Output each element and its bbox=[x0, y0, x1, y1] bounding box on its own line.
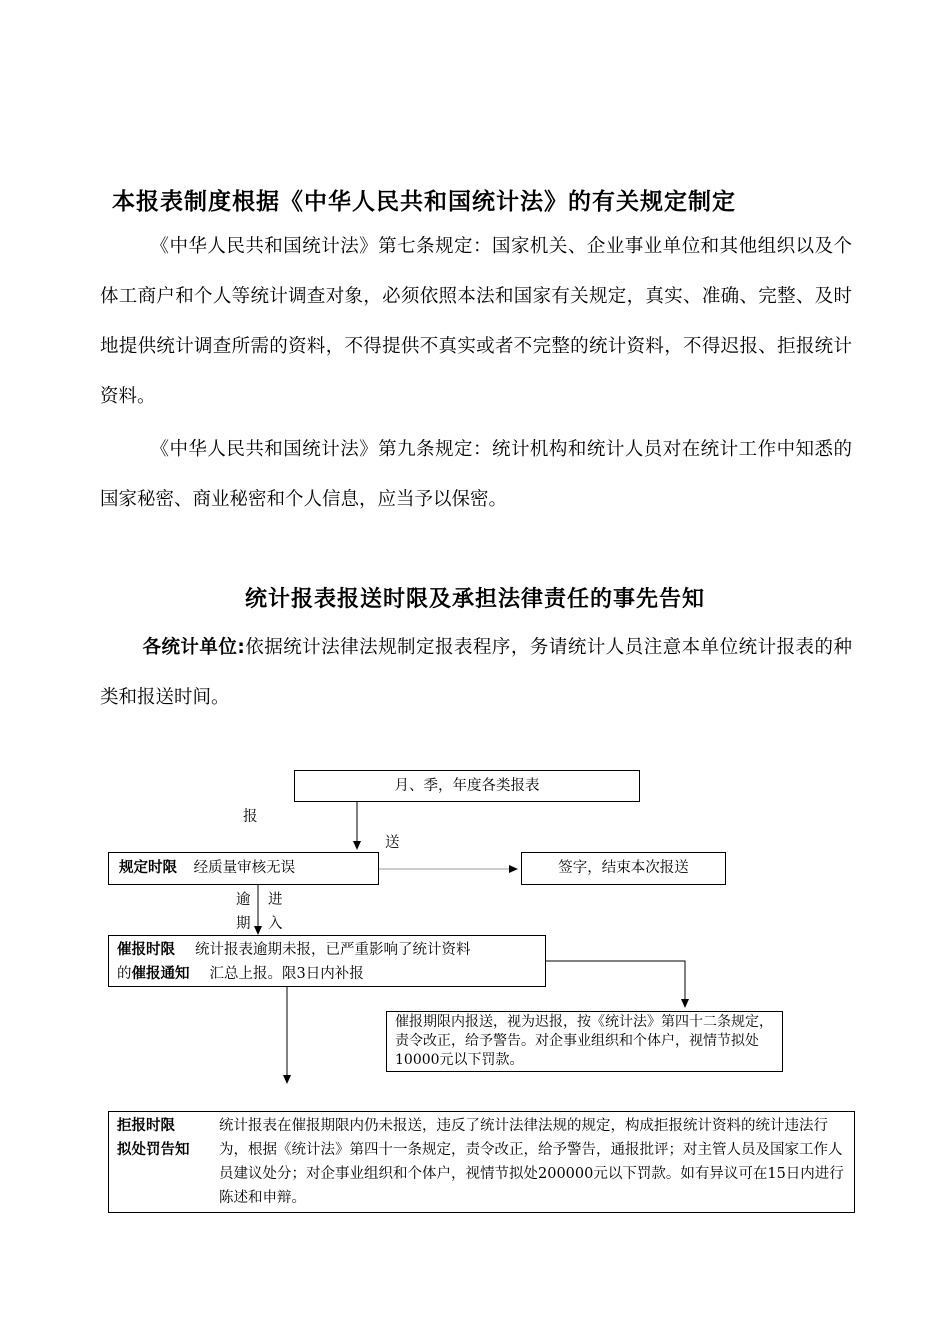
box-sign-complete bbox=[521, 852, 726, 885]
box-late-report bbox=[386, 1011, 783, 1072]
label-bao: 报 bbox=[243, 809, 258, 825]
label-enter-1: 进 bbox=[268, 892, 283, 908]
deadline-text: 经质量审核无误 bbox=[193, 860, 296, 876]
box-refusal bbox=[108, 1111, 855, 1213]
label-overdue-1: 逾 bbox=[236, 892, 251, 908]
arrow-to-late-report bbox=[546, 961, 685, 1004]
refusal-text: 统计报表在催报期限内仍未报送，违反了统计法律法规的规定，构成拒报统计资料的统计违法行为，根据《统计法》第四十一条规定，责令改正，给予警告，通报批评；对主管人员及国家工作人员建议处分；对企事业组织和个体户，视情节拟处200000元以下罚款。如有异议可在15日内进行陈述和申辩。 bbox=[219, 1118, 844, 1206]
reminder-line-2 bbox=[117, 962, 545, 986]
label-enter-2: 入 bbox=[268, 916, 283, 932]
box-reminder bbox=[108, 935, 546, 987]
heading-notice: 统计报表报送时限及承担法律责任的事先告知 bbox=[244, 587, 705, 612]
reminder-text-2: 汇总上报。限3日内补报 bbox=[209, 966, 364, 982]
late-report-text: 催报期限内报送，视为迟报，按《统计法》第四十二条规定，责令改正，给予警告。对企事业组织和个体户，视情节拟处10000元以下罚款。 bbox=[395, 1014, 773, 1068]
heading-statute-basis: 本报表制度根据《中华人民共和国统计法》的有关规定制定 bbox=[112, 189, 736, 215]
report-types-text: 月、季，年度各类报表 bbox=[394, 778, 540, 794]
label-overdue-2: 期 bbox=[236, 916, 251, 932]
sign-complete-text: 签字，结束本次报送 bbox=[558, 860, 689, 876]
reminder-label-1: 催报时限 bbox=[117, 942, 175, 958]
refusal-label-2: 拟处罚告知 bbox=[117, 1142, 190, 1158]
label-song: 送 bbox=[385, 835, 400, 851]
box-report-types bbox=[294, 770, 640, 802]
reminder-line-1 bbox=[117, 938, 545, 962]
notice-text: 依据统计法律法规制定报表程序，务请统计人员注意本单位统计报表的种类和报送时间。 bbox=[100, 637, 852, 708]
refusal-label-1: 拒报时限 bbox=[117, 1118, 175, 1134]
article-9-text: 《中华人民共和国统计法》第九条规定：统计机构和统计人员对在统计工作中知悉的国家秘密、商业秘密和个人信息，应当予以保密。 bbox=[100, 439, 852, 510]
deadline-label: 规定时限 bbox=[119, 860, 177, 876]
reminder-text-1: 统计报表逾期未报，已严重影响了统计资料 bbox=[195, 942, 471, 958]
reminder-label-2: 催报通知 bbox=[131, 966, 190, 982]
notice-label: 各统计单位: bbox=[142, 637, 245, 658]
box-deadline bbox=[108, 852, 379, 885]
refusal-labels bbox=[117, 1114, 190, 1162]
reminder-prefix: 的 bbox=[117, 966, 132, 982]
article-7-text: 《中华人民共和国统计法》第七条规定：国家机关、企业事业单位和其他组织以及个体工商户和个人等统计调查对象，必须依照本法和国家有关规定，真实、准确、完整、及时地提供统计调查所需的资料，不得提供不真实或者不完整的统计资料，不得迟报、拒报统计资料。 bbox=[100, 236, 852, 407]
